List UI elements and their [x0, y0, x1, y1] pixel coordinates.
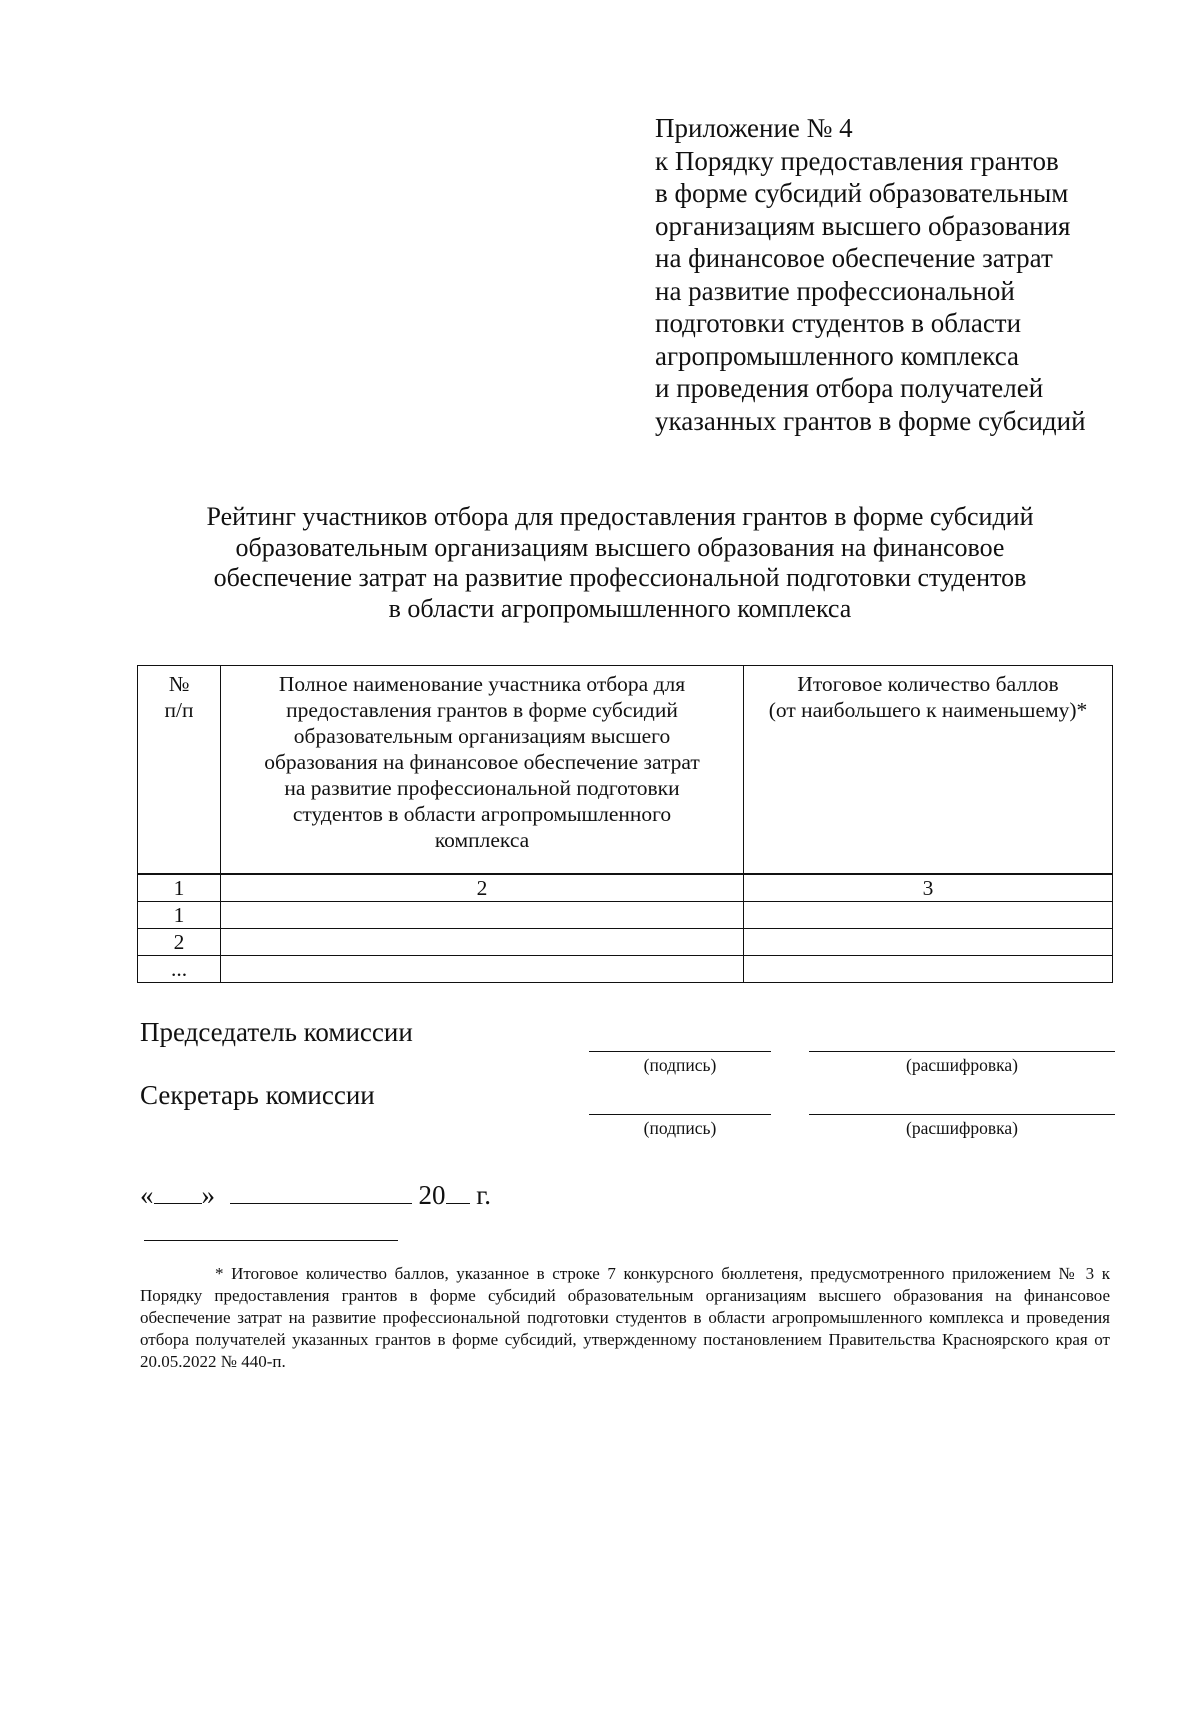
appendix-line: к Порядку предоставления грантов — [655, 145, 1059, 176]
title-line: образовательным организациям высшего образования на финансовое — [235, 532, 1005, 562]
footnote — [140, 1263, 1110, 1373]
table-row — [138, 929, 1113, 956]
header-text: на развитие профессиональной подготовки — [284, 776, 680, 800]
appendix-line: на развитие профессиональной — [655, 275, 1015, 306]
header-score-cell — [744, 666, 1113, 875]
appendix-line: организациям высшего образования — [655, 210, 1071, 241]
header-text: п/п — [164, 698, 194, 722]
secretary-decryption-line — [809, 1114, 1115, 1115]
title-line: Рейтинг участников отбора для предоставления грантов в форме субсидий — [206, 502, 1034, 531]
appendix-line: указанных грантов в форме субсидий — [655, 405, 1086, 436]
appendix-line: агропромышленного комплекса — [655, 340, 1019, 371]
secretary-signature-caption: (подпись) — [643, 1118, 717, 1138]
date-line — [140, 1180, 491, 1211]
header-text: образования на финансовое обеспечение затрат — [264, 750, 700, 774]
header-text: Полное наименование участника отбора для — [278, 672, 686, 696]
participant-cell — [221, 902, 744, 929]
chair-decryption-line — [809, 1051, 1115, 1052]
title-line: обеспечение затрат на развитие профессиональной подготовки студентов — [213, 563, 1027, 592]
column-number: 3 — [744, 874, 1113, 902]
header-text: студентов в области агропромышленного — [292, 802, 672, 826]
row-number: 1 — [138, 902, 221, 929]
day-blank — [154, 1181, 202, 1204]
column-number-row — [138, 874, 1113, 902]
header-text: образовательным организациям высшего — [293, 724, 671, 748]
participant-cell — [221, 929, 744, 956]
appendix-line: подготовки студентов в области — [655, 308, 1022, 338]
secretary-label: Секретарь комиссии — [140, 1080, 375, 1110]
header-number-cell — [138, 666, 221, 875]
header-text: предоставления грантов в форме субсидий — [286, 698, 678, 722]
chair-decryption-caption: (расшифровка) — [906, 1055, 1018, 1075]
row-number: ... — [138, 956, 221, 983]
column-number: 2 — [221, 874, 744, 902]
year-prefix: 20 — [418, 1180, 446, 1210]
appendix-line: на финансовое обеспечение затрат — [655, 243, 1053, 273]
header-text: Итоговое количество баллов — [797, 672, 1059, 696]
table-row — [138, 902, 1113, 929]
score-cell — [744, 902, 1113, 929]
month-blank — [230, 1181, 412, 1204]
footnote-text: * Итоговое количество баллов, указанное в строке 7 конкурсного бюллетеня, предусмотренного приложением № 3 к Порядку предоставления грантов в форме субсидий образовательным организациям высшего образования на финансовое обеспечение затрат на развитие профессиональной подготовки студентов в области агропромышленного комплекса и проведения отбора получателей указанных грантов в форме субсидий, утвержденному постановлением Правительства Красноярского края от 20.05.2022 № 440-п. — [140, 1264, 1110, 1371]
title-line: в области агропромышленного комплекса — [388, 593, 852, 623]
appendix-header — [655, 112, 1175, 437]
row-number: 2 — [138, 929, 221, 956]
date-open-quote: « — [140, 1180, 154, 1210]
year-blank — [446, 1181, 470, 1204]
score-cell — [744, 929, 1113, 956]
header-text: № — [168, 672, 190, 696]
score-cell — [744, 956, 1113, 983]
footnote-separator — [144, 1240, 398, 1241]
column-number: 1 — [138, 874, 221, 902]
table-header-row — [138, 666, 1113, 875]
chair-signature-line — [589, 1051, 771, 1052]
appendix-line: и проведения отбора получателей — [655, 373, 1044, 403]
participant-cell — [221, 956, 744, 983]
secretary-signature-line — [589, 1114, 771, 1115]
header-text: (от наибольшего к наименьшему)* — [768, 698, 1088, 722]
date-close-quote: » — [201, 1180, 215, 1210]
appendix-line: Приложение № 4 — [655, 113, 853, 143]
document-title — [140, 502, 1100, 624]
chair-label: Председатель комиссии — [140, 1017, 413, 1047]
rating-table — [137, 665, 1113, 983]
header-participant-cell — [221, 666, 744, 875]
secretary-decryption-caption: (расшифровка) — [906, 1118, 1018, 1138]
table-row — [138, 956, 1113, 983]
appendix-line: в форме субсидий образовательным — [655, 178, 1069, 208]
year-suffix: г. — [476, 1180, 492, 1210]
chair-signature-caption: (подпись) — [643, 1055, 717, 1075]
header-text: комплекса — [434, 828, 530, 852]
